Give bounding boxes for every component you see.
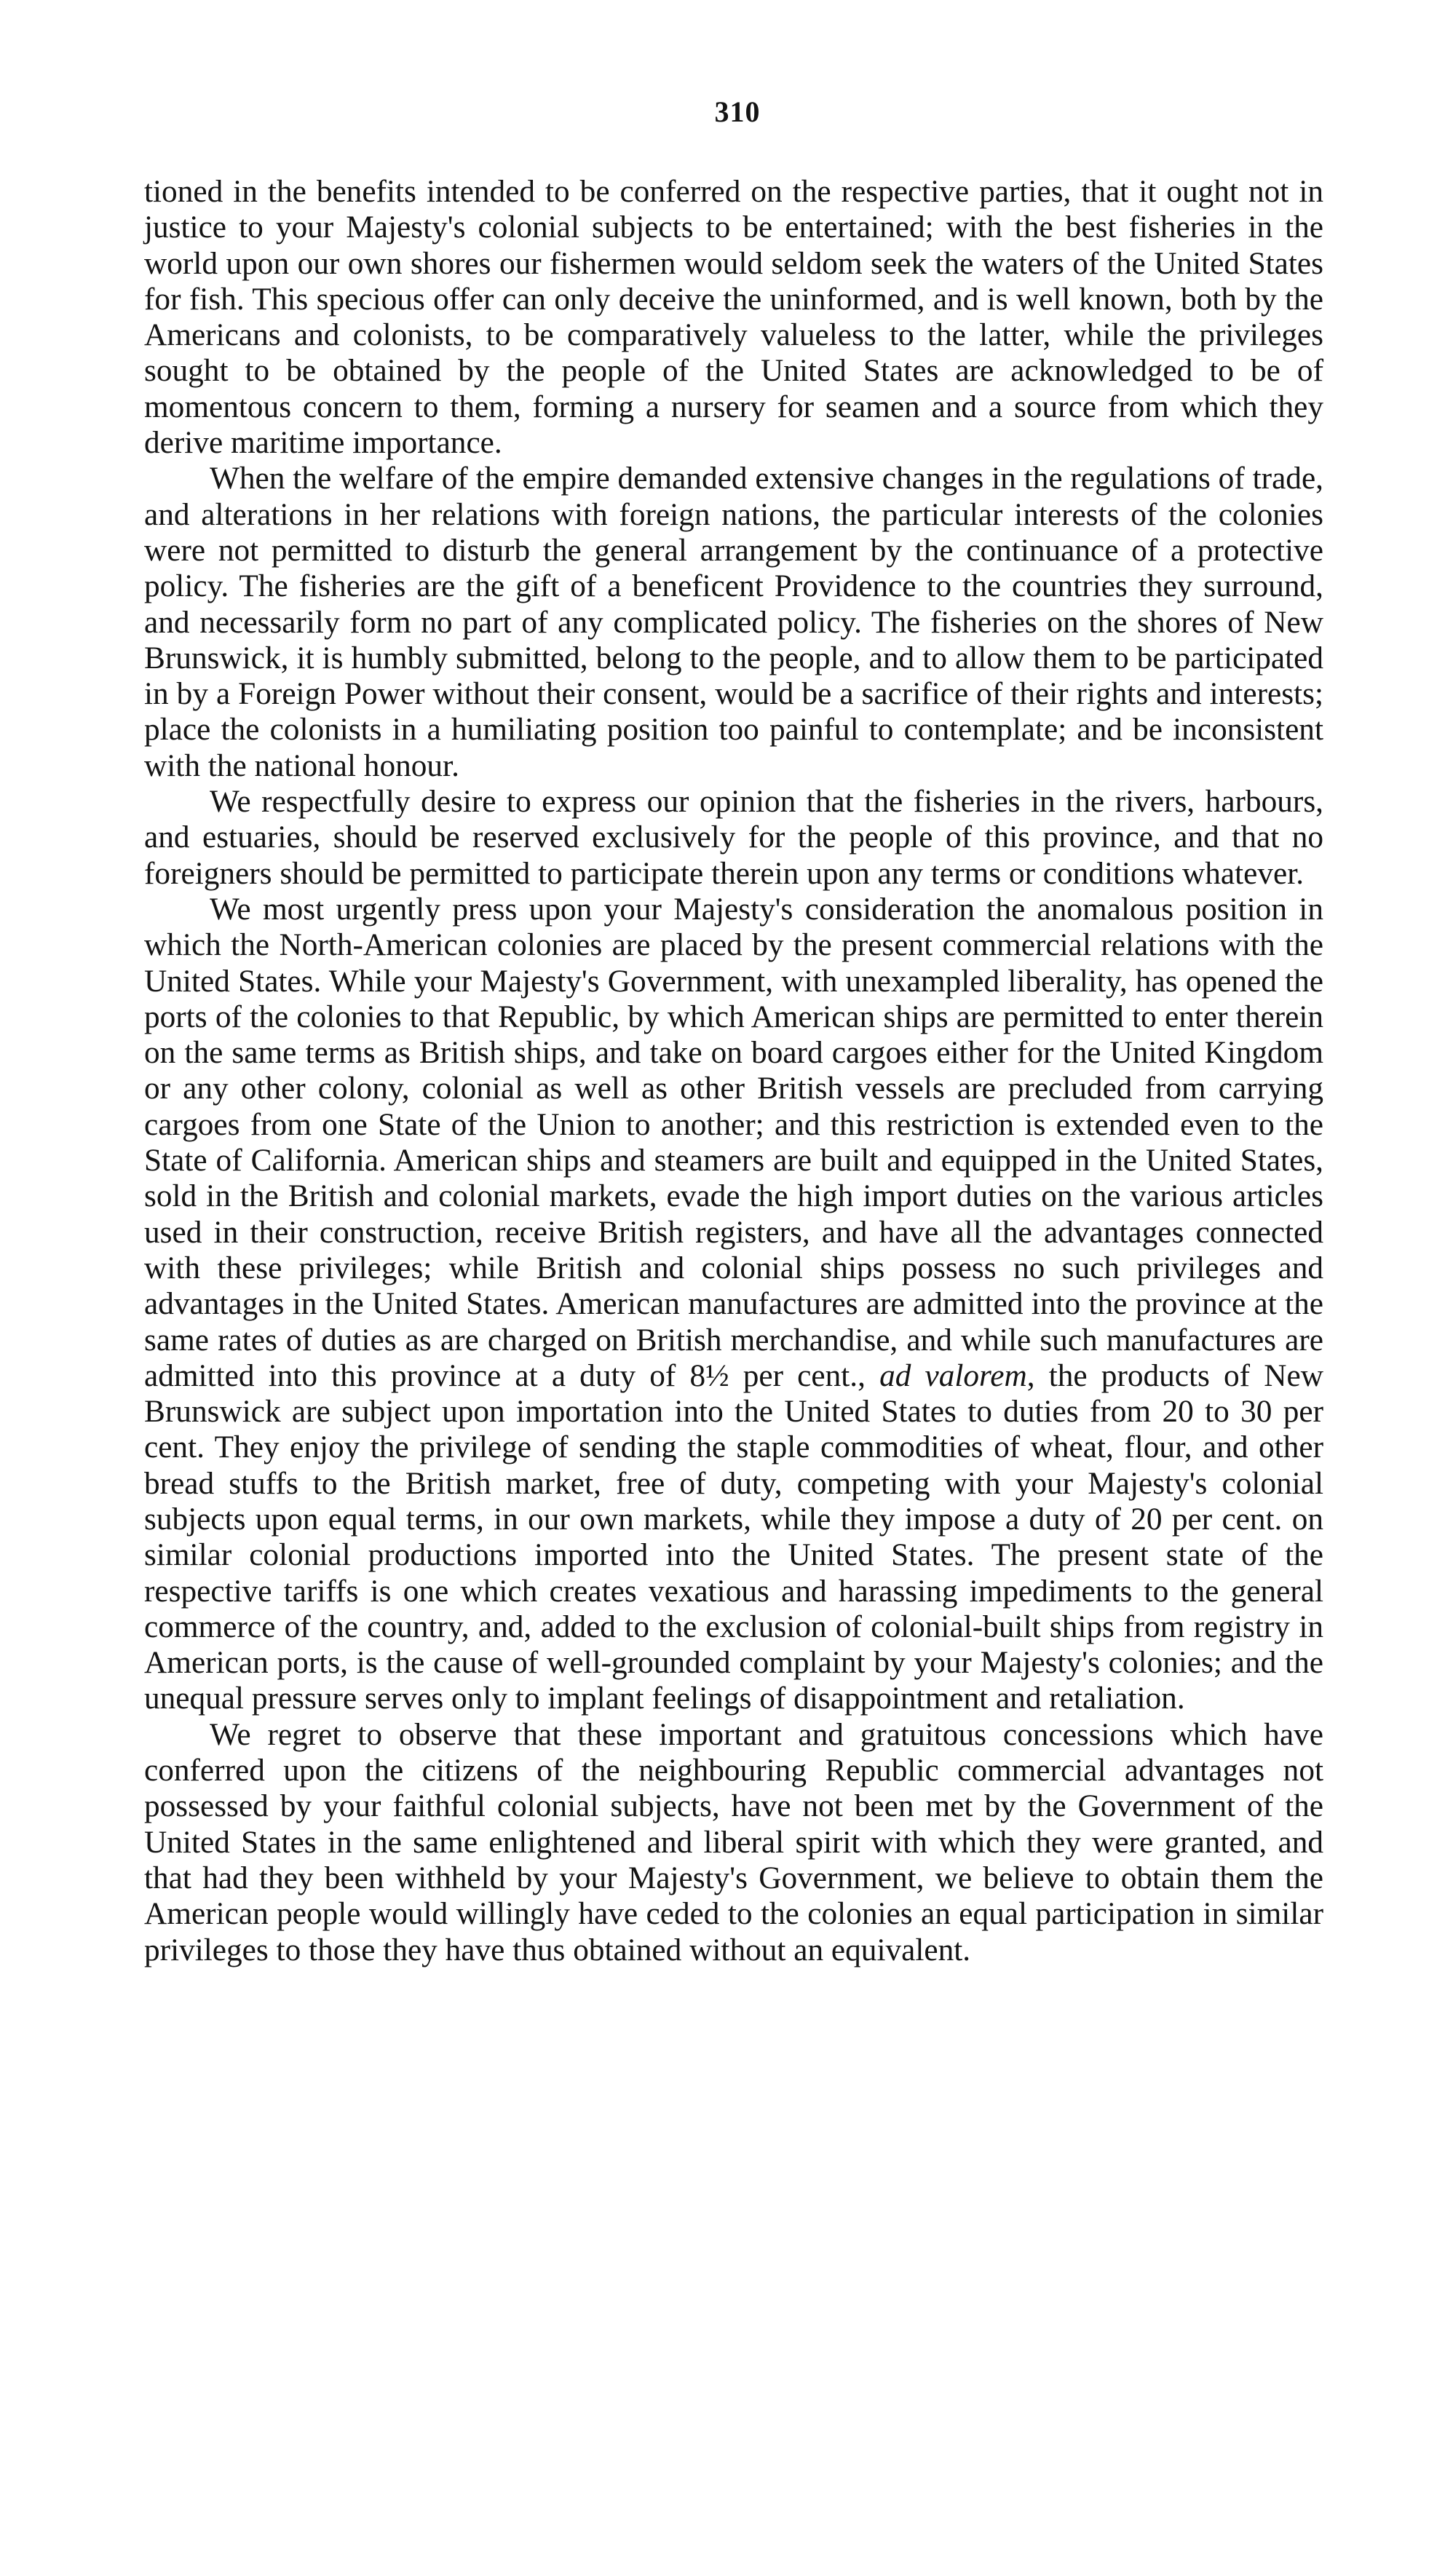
paragraph-4-text-before: We most urgently press upon your Majesty's consideration the anomalous position in which the North-American colonies are placed by the present commercial relations with the United States. While your Majesty's Government, with unexampled liberality, has opened the ports of the colonies to that Republic, by which American ships are permitted to enter therein on the same terms as British ships, and take on board cargoes either for the United Kingdom or any other colony, colonial as well as other British vessels are precluded from carrying cargoes from one State of the Union to another; and this restriction is extended even to the State of California. American ships and steamers are built and equipped in the United States, sold in the British and colonial markets, evade the high import duties on the various articles used in their construction, receive British registers, and have all the advantages connected with these privileges; while British and colonial ships possess no such privileges and advantages in the United States. American manufactures are admitted into the province at the same rates of duties as are charged on British merchandise, and while such manufactures are admitted into this province at a duty of 8½ per cent., xyxy=(144,891,1323,1393)
latin-phrase: ad valorem xyxy=(879,1358,1027,1393)
paragraph-3: We respectfully desire to express our opinion that the fisheries in the rivers, harbours, and estuaries, should be reserved exclusively for the people of this province, and that no foreigners should be permitted to participate therein upon any terms or conditions whatever. xyxy=(144,784,1323,891)
paragraph-4 xyxy=(144,892,1323,1717)
page-number: 310 xyxy=(714,95,761,128)
body-text xyxy=(144,174,1323,1968)
document-page xyxy=(144,95,1323,1968)
paragraph-4-text-after: , the products of New Brunswick are subject upon importation into the United States to duties from 20 to 30 per cent. They enjoy the privilege of sending the staple commodities of wheat, flour, and other bread stuffs to the British market, free of duty, competing with your Majesty's colonial subjects upon equal terms, in our own markets, while they impose a duty of 20 per cent. on similar colonial productions imported into the United States. The present state of the respective tariffs is one which creates vexatious and harassing impediments to the general commerce of the country, and, added to the exclusion of colonial-built ships from registry in American ports, is the cause of well-grounded complaint by your Majesty's colonies; and the unequal pressure serves only to implant feelings of disappointment and retaliation. xyxy=(144,1358,1323,1716)
paragraph-1: tioned in the benefits intended to be conferred on the respective parties, that it ought not in justice to your Majesty's colonial subjects to be entertained; with the best fisheries in the world upon our own shores our fishermen would seldom seek the waters of the United States for fish. This specious offer can only deceive the uninformed, and is well known, both by the Americans and colonists, to be comparatively valueless to the latter, while the privileges sought to be obtained by the people of the United States are acknowledged to be of momentous concern to them, forming a nursery for seamen and a source from which they derive maritime importance. xyxy=(144,174,1323,461)
paragraph-2: When the welfare of the empire demanded extensive changes in the regulations of trade, and alterations in her relations with foreign nations, the particular interests of the colonies were not permitted to disturb the general arrangement by the continuance of a protective policy. The fisheries are the gift of a beneficent Providence to the countries they surround, and necessarily form no part of any complicated policy. The fisheries on the shores of New Brunswick, it is humbly submitted, belong to the people, and to allow them to be participated in by a Foreign Power without their consent, would be a sacrifice of their rights and interests; place the colonists in a humiliating position too painful to contemplate; and be inconsistent with the national honour. xyxy=(144,461,1323,783)
paragraph-5: We regret to observe that these important and gratuitous concessions which have conferred upon the citizens of the neighbouring Republic commercial advantages not possessed by your faithful colonial subjects, have not been met by the Government of the United States in the same enlightened and liberal spirit with which they were granted, and that had they been withheld by your Majesty's Government, we believe to obtain them the American people would willingly have ceded to the colonies an equal participation in similar privileges to those they have thus obtained without an equivalent. xyxy=(144,1716,1323,1967)
